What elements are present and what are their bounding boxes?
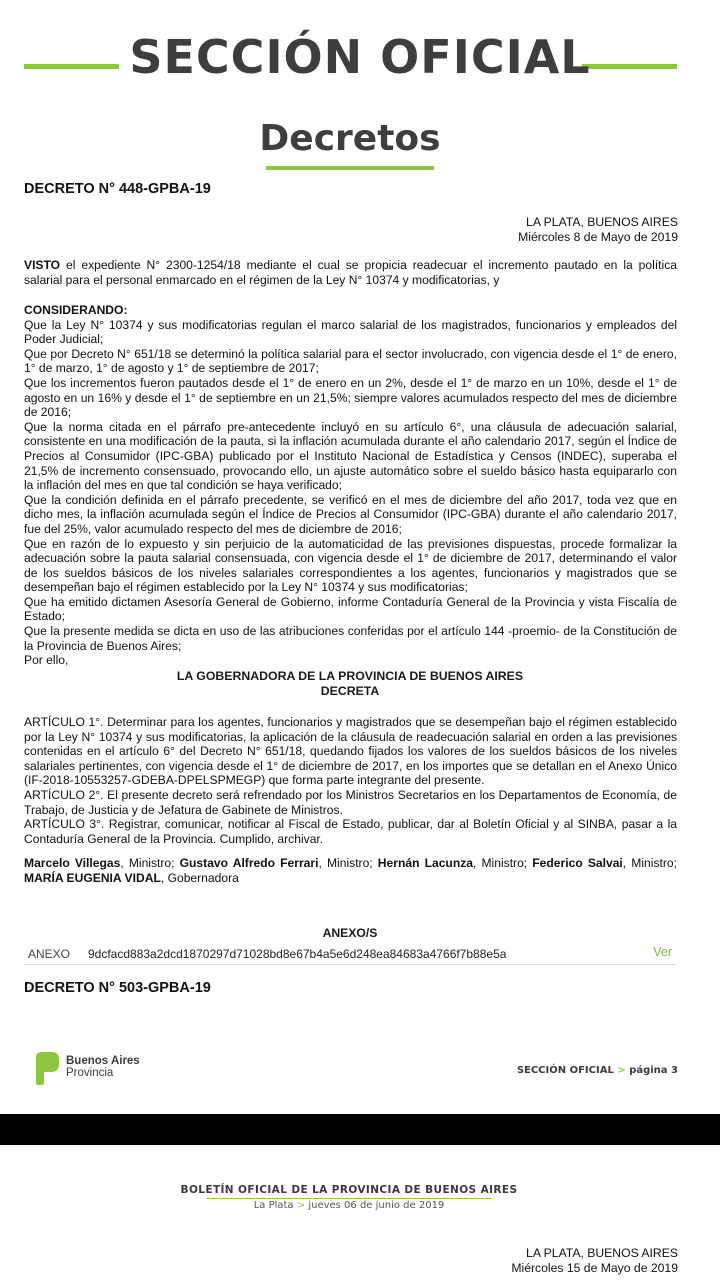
section-title: SECCIÓN OFICIAL (129, 30, 591, 84)
considerando-item: Que la presente medida se dicta en uso de las atribuciones conferidas por el artículo 144 -proemio- de la Constitución de la Provincia de Buenos Aires; (24, 624, 677, 653)
signatory-role: , Ministro; (622, 856, 677, 870)
annex-hash: 9dcfacd883a2dcd1870297d71028bd8e67b4a5e6d248ea84683a4766f7b88e5a (88, 947, 507, 961)
decree-place-date (518, 215, 678, 245)
considerando-item: Que ha emitido dictamen Asesoría General de Gobierno, informe Contaduría General de la Provincia y vista Fiscalía de Estado; (24, 594, 677, 624)
bulletin-date: jueves 06 de junio de 2019 (308, 1200, 445, 1211)
article-3: ARTÍCULO 3°. Registrar, comunicar, notificar al Fiscal de Estado, publicar, dar al Boletín Oficial y al SINBA, pasar a la Contaduría General de la Provincia. Cumplido, archivar. (24, 817, 677, 846)
signatory-name: Hernán Lacunza (377, 856, 473, 870)
bulletin-rule (206, 1198, 491, 1199)
decreta-line: DECRETA (320, 684, 380, 698)
visto-text: el expediente N° 2300-1254/18 mediante el cual se propicia readecuar el incremento pautado en la política salarial para el personal enmarcado en el régimen de la Ley N° 10374 y modificatorias, y (24, 258, 677, 287)
decree-title: DECRETO N° 503-GPBA-19 (24, 980, 211, 996)
decree-date: Miércoles 8 de Mayo de 2019 (518, 230, 678, 244)
bulletin-title: BOLETÍN OFICIAL DE LA PROVINCIA DE BUENOS AIRES (180, 1184, 518, 1196)
articles-block (24, 715, 677, 846)
subsection-title: Decretos (259, 118, 441, 159)
decree-title: DECRETO N° 448-GPBA-19 (24, 181, 211, 197)
footer-page-label: página 3 (629, 1065, 678, 1076)
signatory-role: , Ministro; (318, 856, 378, 870)
signatures (24, 856, 677, 885)
considerando-item: Que en razón de lo expuesto y sin perjuicio de la automaticidad de las previsiones dispuestas, procede formalizar la adecuación sobre la pauta salarial consensuada, con vigencia desde el 1° de diciembre de 2017, determinando el valor de los sueldos básicos de los niveles salariales correspondientes a los agentes, funcionarios y magistrados que se desempeñan bajo el régimen establecido por la Ley N° 10374 y sus modificatorias; (24, 536, 677, 595)
considerando-item: Que la condición definida en el párrafo precedente, se verificó en el mes de diciembre del año 2017, toda vez que en dicho mes, la inflación acumulada según el Índice de Precios al Consumidor (IPC-GBA) durante el año calendario 2017, fue del 25%, valor acumulado respecto del mes de diciembre de 2016; (24, 492, 677, 536)
chevron-right-icon: > (296, 1200, 306, 1211)
authority-line: LA GOBERNADORA DE LA PROVINCIA DE BUENOS AIRES (176, 669, 524, 683)
article-1: ARTÍCULO 1°. Determinar para los agentes, funcionarios y magistrados que se desempeñan bajo el régimen establecido por la Ley N° 10374 y sus modificatorias, la aplicación de la cláusula de readecuación salarial en orden a las previsiones contenidas en el artículo 6° del Decreto N° 651/18, quedando fijados los valores de los sueldos básicos de los niveles salariales pertinentes, con vigencia desde el 1° de diciembre de 2017, en los importes que se detallan en el Anexo Único (IF-2018-10553257-GDEBA-DPELSPMEGP) que forma parte integrante del presente. (24, 715, 677, 788)
visto-paragraph (24, 258, 677, 287)
buenos-aires-logo-icon (33, 1050, 61, 1091)
annex-row (24, 944, 676, 965)
logo-line-2: Provincia (66, 1067, 114, 1079)
signatory-name: MARÍA EUGENIA VIDAL (24, 870, 161, 885)
decree-place: LA PLATA, BUENOS AIRES (526, 1246, 678, 1260)
bulletin-city: La Plata (253, 1200, 294, 1211)
decree-place: LA PLATA, BUENOS AIRES (526, 215, 678, 229)
logo-text (66, 1055, 140, 1079)
considerando-item: Por ello, (24, 653, 69, 668)
decree-place-date (511, 1246, 678, 1276)
considerando-item: Que los incrementos fueron pautados desde el 1° de enero en un 2%, desde el 1° de marzo en un 10%, desde el 1° de agosto en un 16% y desde el 1° de septiembre en un 21,5%; siempre valores acumulados respecto del mes de diciembre de 2016; (24, 375, 677, 420)
annex-label: ANEXO (28, 947, 71, 961)
signatory-name: Federico Salvai (532, 856, 623, 870)
footer-page-info (517, 1065, 678, 1076)
annex-title: ANEXO/S (322, 926, 378, 940)
considerando-item: Que por Decreto N° 651/18 se determinó la política salarial para el sector involucrado, con vigencia desde el 1° de enero, 1° de marzo, 1° de agosto y 1° de septiembre de 2017; (24, 346, 677, 376)
signatory-role: , Ministro; (120, 856, 180, 870)
signatory-role: , Ministro; (472, 856, 533, 870)
visto-label: VISTO (24, 258, 61, 272)
signatory-name: Marcelo Villegas (24, 856, 121, 870)
logo-line-1: Buenos Aires (66, 1055, 140, 1067)
signatory-role: , Gobernadora (160, 870, 239, 885)
page-separator (0, 1114, 720, 1145)
chevron-right-icon: > (617, 1065, 626, 1076)
article-2: ARTÍCULO 2°. El presente decreto será refrendado por los Ministros Secretarios en los Departamentos de Economía, de Trabajo, de Justicia y de Jefatura de Gabinete de Ministros. (24, 787, 677, 817)
considerando-block (24, 303, 677, 668)
considerando-item: Que la Ley N° 10374 y sus modificatorias regulan el marco salarial de los magistrados, funcionarios y empleados del Poder Judicial; (24, 317, 677, 347)
annex-view-link[interactable]: Ver (653, 945, 672, 959)
authority-heading (0, 669, 700, 699)
considerando-item: Que la norma citada en el párrafo pre-antecedente incluyó en su artículo 6°, una cláusula de adecuación salarial, consistente en una modificación de la pauta, si la inflación acumulada durante el año calendario 2017, según el Índice de Precios al Consumidor (IPC-GBA) publicado por el Instituto Nacional de Estadística y Censos (INDEC), superaba el 21,5% de incremento consensuado, provocando ello, un ajuste automático sobre el sueldo básico hasta equipararlo con la inflación del mes en que tal condición se haya verificado; (24, 419, 677, 493)
decree-date: Miércoles 15 de Mayo de 2019 (511, 1261, 678, 1275)
considerando-label: CONSIDERANDO: (24, 303, 128, 317)
subsection-underline (266, 166, 434, 170)
bulletin-date-line (0, 1200, 698, 1211)
footer-section-label: SECCIÓN OFICIAL (516, 1065, 614, 1076)
signatory-name: Gustavo Alfredo Ferrari (179, 856, 319, 870)
